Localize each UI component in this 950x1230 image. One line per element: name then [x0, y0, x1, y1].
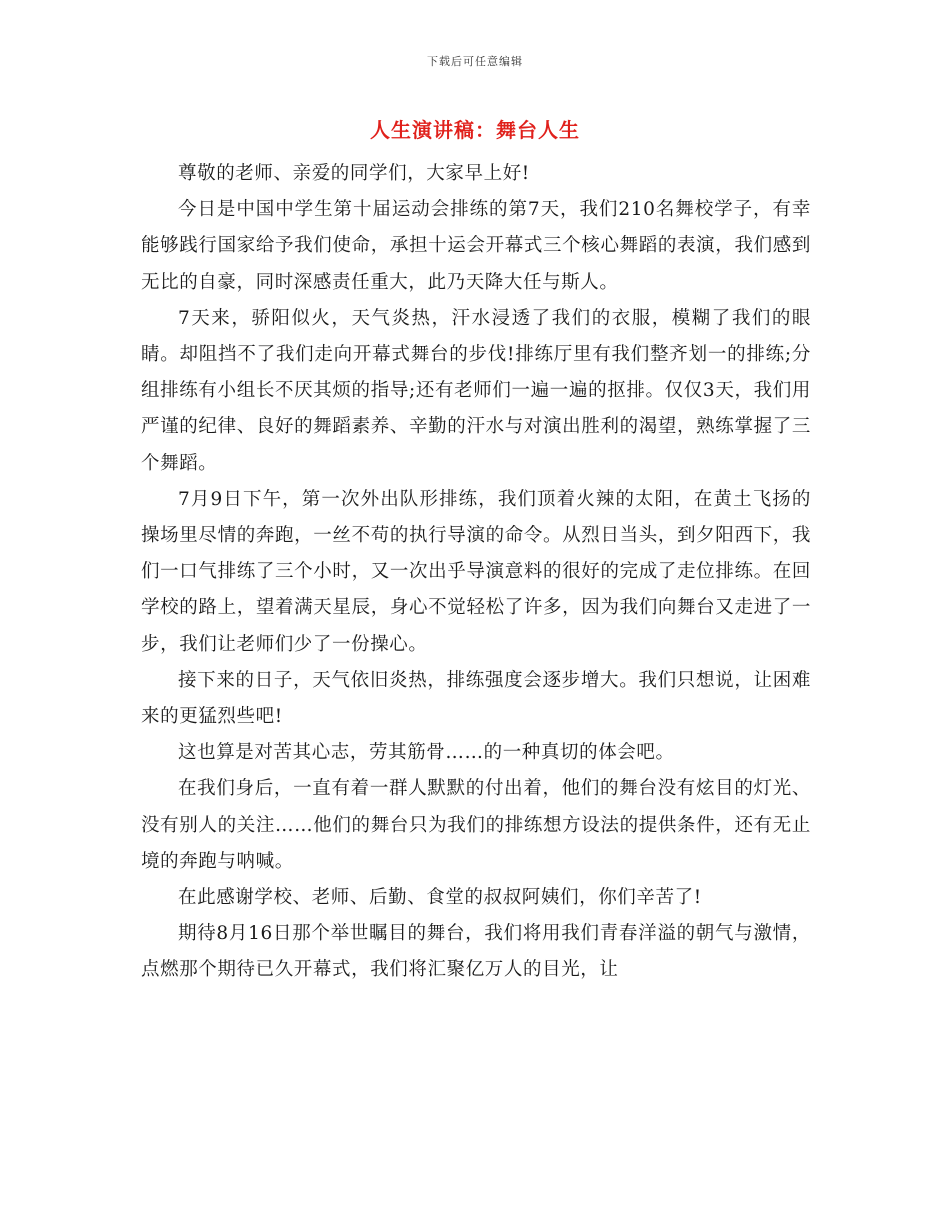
header-note: 下载后可任意编辑: [427, 55, 523, 68]
document-title: 人生演讲稿：舞台人生: [370, 118, 580, 142]
paragraph: 期待8月16日那个举世瞩目的舞台，我们将用我们青春洋溢的朝气与激情，点燃那个期待已久开幕式，我们将汇聚亿万人的目光，让: [141, 923, 811, 981]
paragraph: 7月9日下午，第一次外出队形排练，我们顶着火辣的太阳，在黄土飞扬的操场里尽情的奔跑，一丝不苟的执行导演的命令。从烈日当头，到夕阳西下，我们一口气排练了三个小时，又一次出乎导演意料的很好的完成了走位排练。在回学校的路上，望着满天星辰，身心不觉轻松了许多，因为我们向舞台又走进了一步，我们让老师们少了一份操心。: [141, 488, 811, 655]
paragraph: 尊敬的老师、亲爱的同学们，大家早上好!: [178, 163, 530, 184]
paragraph: 在我们身后，一直有着一群人默默的付出着，他们的舞台没有炫目的灯光、没有别人的关注……他们的舞台只为我们的排练想方设法的提供条件，还有无止境的奔跑与呐喊。: [141, 778, 811, 872]
paragraph: 7天来，骄阳似火，天气炎热，汗水浸透了我们的衣服，模糊了我们的眼睛。却阻挡不了我们走向开幕式舞台的步伐!排练厅里有我们整齐划一的排练;分组排练有小组长不厌其烦的指导;还有老师们一遍一遍的抠排。仅仅3天，我们用严谨的纪律、良好的舞蹈素养、辛勤的汗水与对演出胜利的渴望，熟练掌握了三个舞蹈。: [141, 307, 811, 474]
paragraph: 这也算是对苦其心志，劳其筋骨……的一种真切的体会吧。: [178, 742, 675, 764]
document-body: [141, 156, 811, 989]
paragraph: 在此感谢学校、老师、后勤、食堂的叔叔阿姨们，你们辛苦了!: [178, 887, 702, 909]
paragraph: 今日是中国中学生第十届运动会排练的第7天，我们210名舞校学子，有幸能够践行国家给予我们使命，承担十运会开幕式三个核心舞蹈的表演，我们感到无比的自豪，同时深感责任重大，此乃天降大任与斯人。: [141, 199, 811, 293]
paragraph: 接下来的日子，天气依旧炎热，排练强度会逐步增大。我们只想说，让困难来的更猛烈些吧!: [141, 669, 811, 728]
